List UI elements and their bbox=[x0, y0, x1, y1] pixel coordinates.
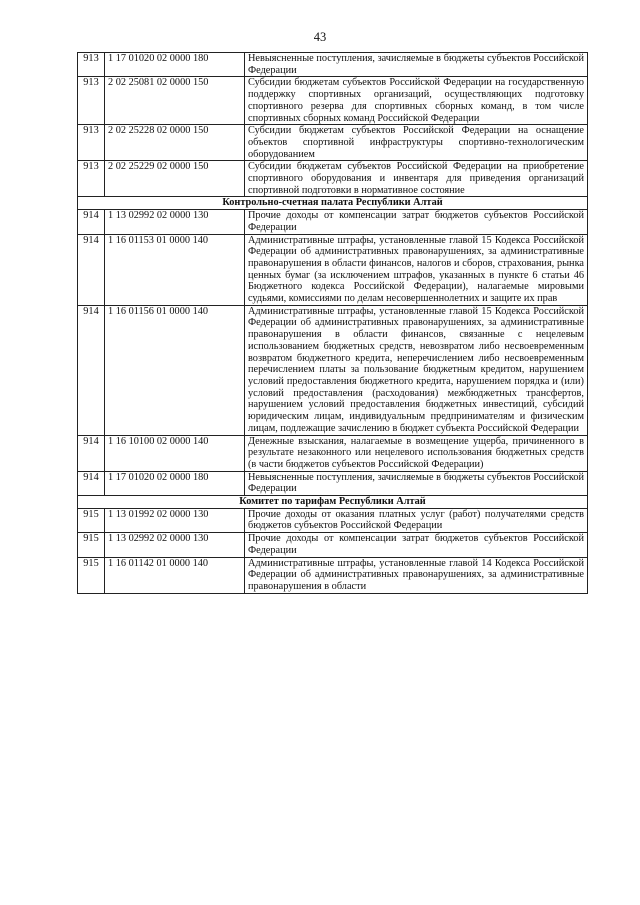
admin-code-cell: 914 bbox=[78, 210, 105, 234]
table-body bbox=[78, 53, 588, 594]
table-row bbox=[78, 161, 588, 197]
admin-code-cell: 915 bbox=[78, 508, 105, 532]
table-row bbox=[78, 435, 588, 471]
admin-code-cell: 913 bbox=[78, 125, 105, 161]
table-row bbox=[78, 125, 588, 161]
table-row bbox=[78, 77, 588, 125]
page-number: 43 bbox=[313, 30, 327, 44]
revenue-code-cell: 1 16 01153 01 0000 140 bbox=[105, 234, 245, 305]
revenue-code-cell: 2 02 25081 02 0000 150 bbox=[105, 77, 245, 125]
description-cell: Административные штрафы, установленные главой 15 Кодекса Российской Федерации об административных правонарушениях, за административные правонарушения в области финансов, связанные с нецелевым использованием бюджетных средств, невозвратом либо несвоевременным возвратом бюджетного кредита, неперечислением либо несвоевременным перечислением платы за пользование бюджетным кредитом, нарушением условий предоставления бюджетного кредита, нарушением порядка и (или) условий предоставления (расходования) межбюджетных трансфертов, нарушением условий предоставления бюджетных инвестиций, субсидий юридическим лицам, индивидуальным предпринимателям и физическим лицам, подлежащие зачислению в бюджет субъекта Российской Федерации bbox=[245, 305, 588, 435]
revenue-code-cell: 1 17 01020 02 0000 180 bbox=[105, 471, 245, 495]
table-row bbox=[78, 508, 588, 532]
description-cell: Прочие доходы от оказания платных услуг (работ) получателями средств бюджетов субъектов Российской Федерации bbox=[245, 508, 588, 532]
admin-code-cell: 915 bbox=[78, 557, 105, 593]
revenue-code-cell: 1 13 02992 02 0000 130 bbox=[105, 210, 245, 234]
description-cell: Невыясненные поступления, зачисляемые в бюджеты субъектов Российской Федерации bbox=[245, 53, 588, 77]
description-cell: Денежные взыскания, налагаемые в возмещение ущерба, причиненного в результате незаконного или нецелевого использования бюджетных средств (в части бюджетов субъектов Российской Федерации) bbox=[245, 435, 588, 471]
admin-code-cell: 914 bbox=[78, 471, 105, 495]
admin-code-cell: 913 bbox=[78, 77, 105, 125]
description-cell: Субсидии бюджетам субъектов Российской Федерации на оснащение объектов спортивной инфраструктуры спортивно-технологическим оборудованием bbox=[245, 125, 588, 161]
admin-code-cell: 914 bbox=[78, 305, 105, 435]
table-row bbox=[78, 471, 588, 495]
description-cell: Невыясненные поступления, зачисляемые в бюджеты субъектов Российской Федерации bbox=[245, 471, 588, 495]
table-row bbox=[78, 234, 588, 305]
description-cell: Субсидии бюджетам субъектов Российской Федерации на приобретение спортивного оборудования и инвентаря для приведения организаций спортивной подготовки в нормативное состояние bbox=[245, 161, 588, 197]
description-cell: Прочие доходы от компенсации затрат бюджетов субъектов Российской Федерации bbox=[245, 533, 588, 557]
table-row bbox=[78, 557, 588, 593]
table-row bbox=[78, 210, 588, 234]
description-cell: Административные штрафы, установленные главой 15 Кодекса Российской Федерации об административных правонарушениях, за административные правонарушения в области финансов, налогов и сборов, страхования, рынка ценных бумаг (за исключением штрафов, указанных в пункте 6 статьи 46 Бюджетного кодекса Российской Федерации), налагаемые мировыми судьями, комиссиями по делам несовершеннолетних и защите их прав bbox=[245, 234, 588, 305]
admin-code-cell: 913 bbox=[78, 161, 105, 197]
revenue-code-cell: 1 16 01142 01 0000 140 bbox=[105, 557, 245, 593]
table-row bbox=[78, 305, 588, 435]
section-title: Контрольно-счетная палата Республики Алтай bbox=[78, 197, 588, 210]
admin-code-cell: 913 bbox=[78, 53, 105, 77]
section-title: Комитет по тарифам Республики Алтай bbox=[78, 496, 588, 509]
revenue-code-cell: 1 16 10100 02 0000 140 bbox=[105, 435, 245, 471]
description-cell: Прочие доходы от компенсации затрат бюджетов субъектов Российской Федерации bbox=[245, 210, 588, 234]
revenue-code-cell: 2 02 25228 02 0000 150 bbox=[105, 125, 245, 161]
admin-code-cell: 915 bbox=[78, 533, 105, 557]
revenue-code-cell: 1 17 01020 02 0000 180 bbox=[105, 53, 245, 77]
section-header-row bbox=[78, 197, 588, 210]
revenue-code-cell: 1 13 01992 02 0000 130 bbox=[105, 508, 245, 532]
section-header-row bbox=[78, 496, 588, 509]
revenue-codes-table bbox=[77, 52, 588, 594]
revenue-code-cell: 1 13 02992 02 0000 130 bbox=[105, 533, 245, 557]
table-row bbox=[78, 533, 588, 557]
description-cell: Субсидии бюджетам субъектов Российской Федерации на государственную поддержку спортивных организаций, осуществляющих подготовку спортивного резерва для спортивных сборных команд, в том числе спортивных сборных команд Российской Федерации bbox=[245, 77, 588, 125]
table-row bbox=[78, 53, 588, 77]
admin-code-cell: 914 bbox=[78, 435, 105, 471]
admin-code-cell: 914 bbox=[78, 234, 105, 305]
revenue-code-cell: 2 02 25229 02 0000 150 bbox=[105, 161, 245, 197]
revenue-code-cell: 1 16 01156 01 0000 140 bbox=[105, 305, 245, 435]
description-cell: Административные штрафы, установленные главой 14 Кодекса Российской Федерации об административных правонарушениях, за административные правонарушения в области bbox=[245, 557, 588, 593]
